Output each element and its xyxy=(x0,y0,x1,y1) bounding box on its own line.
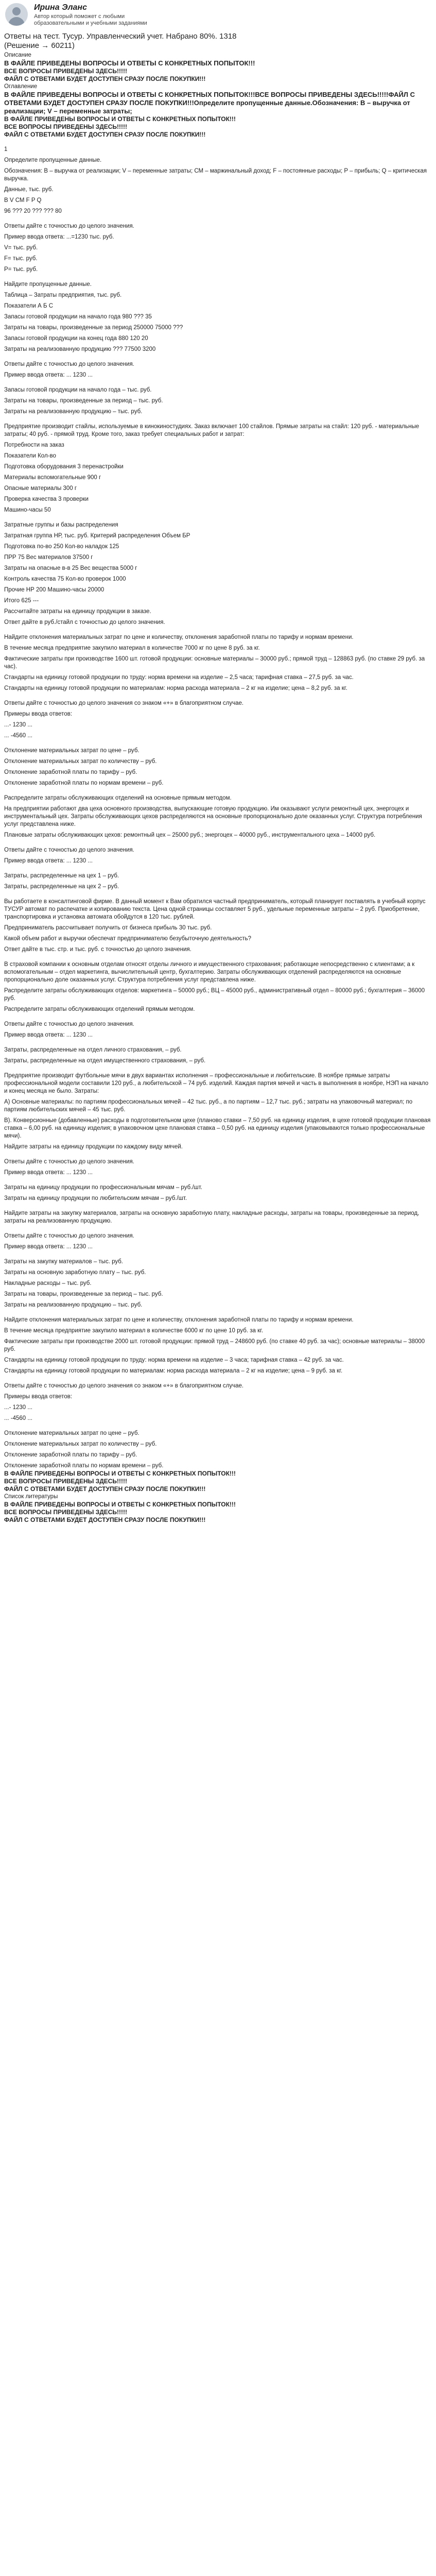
paragraph: Плановые затраты обслуживающих цехов: ремонтный цех – 25000 руб.; энергоцех – 40000 руб., инструментального цеха – 14000 руб. xyxy=(4,832,376,838)
document-content xyxy=(0,32,436,1524)
paragraph: Отклонение заработной платы по нормам времени – руб. xyxy=(4,1463,164,1469)
paragraph: ВСЕ ВОПРОСЫ ПРИВЕДЕНЫ ЗДЕСЬ!!!!! xyxy=(4,1478,128,1485)
paragraph: Найдите пропущенные данные. xyxy=(4,281,92,287)
paragraph: Распределите затраты обслуживающих отделений на основные прямым методом. xyxy=(4,795,232,801)
paragraph: ПРР 75 Вес материалов 37500 г xyxy=(4,554,93,561)
paragraph: Отклонение материальных затрат по количеству – руб. xyxy=(4,758,157,765)
document-title: Ответы на тест. Тусур. Управленческий учет. Набрано 80%. 1318 (Решение → 60211) xyxy=(4,32,237,50)
paragraph: Затраты на опасные в-в 25 Вес вещества 5000 г xyxy=(4,565,137,571)
paragraph: ФАЙЛ С ОТВЕТАМИ БУДЕТ ДОСТУПЕН СРАЗУ ПОСЛЕ ПОКУПКИ!!! xyxy=(4,1485,206,1493)
paragraph: В ФАЙЛЕ ПРИВЕДЕНЫ ВОПРОСЫ И ОТВЕТЫ С КОНКРЕТНЫХ ПОПЫТОК!!! xyxy=(4,1470,236,1477)
paragraph: В ФАЙЛЕ ПРИВЕДЕНЫ ВОПРОСЫ И ОТВЕТЫ С КОНКРЕТНЫХ ПОПЫТОК!!! xyxy=(4,59,255,67)
paragraph: V= тыс. руб. xyxy=(4,245,38,251)
paragraph: Материалы вспомогательные 900 г xyxy=(4,474,101,481)
paragraph: Распределите затраты обслуживающих отделов: маркетинга – 50000 руб.; ВЦ – 45000 руб., административный отдел – 80000 руб.; бухгалтерия – 36000 руб. xyxy=(4,988,425,1002)
paragraph: Запасы готовой продукции на конец года 880 120 20 xyxy=(4,335,148,342)
paragraph: Пример ввода ответа: ... 1230 ... xyxy=(4,858,93,864)
paragraph: Затраты на единицу продукции по любительским мячам – руб./шт. xyxy=(4,1195,187,1201)
paragraph: Примеры ввода ответов: xyxy=(4,711,73,717)
paragraph: Оглавление xyxy=(4,83,38,90)
paragraph: ВСЕ ВОПРОСЫ ПРИВЕДЕНЫ ЗДЕСЬ!!!!! xyxy=(4,123,128,130)
paragraph: Найдите затраты на единицу продукции по каждому виду мячей. xyxy=(4,1144,183,1150)
paragraph: Затраты, распределенные на отдел имущественного страхования, – руб. xyxy=(4,1058,206,1064)
paragraph: Контроль качества 75 Кол-во проверок 1000 xyxy=(4,576,126,582)
paragraph: F= тыс. руб. xyxy=(4,256,38,262)
paragraph: Затраты, распределенные на отдел личного страхования, – руб. xyxy=(4,1047,182,1053)
paragraph: ...- 1230 ... xyxy=(4,722,32,728)
paragraph: Определите пропущенные данные. xyxy=(4,157,102,163)
paragraph: Опасные материалы 300 г xyxy=(4,485,77,492)
paragraph: Найдите отклонения материальных затрат по цене и количеству, отклонения заработной платы по тарифу и нормам времени. xyxy=(4,634,354,640)
paragraph: 96 ??? 20 ??? ??? 80 xyxy=(4,208,62,214)
paragraph: В страховой компании к основным отделам относят отделы личного и имущественного страхования; работающие непосредственно с клиентами; а к вспомогательным – отдел маркетинга, вычислительный центр, бухгалтерию. Затраты обслуживающих отделений распределяются на основные пропорционально доле оказанных услуг. Структура потребления услуг представлена ниже. xyxy=(4,961,415,983)
paragraph: Пример ввода ответа: ...=1230 тыс. руб. xyxy=(4,234,114,240)
paragraph: ... -4560 ... xyxy=(4,733,32,739)
paragraph: Стандарты на единицу готовой продукции по материалам: норма расхода материала – 2 кг на изделие; цена – 8,2 руб. за кг. xyxy=(4,685,347,691)
paragraph: Затраты на товары, произведенные за период 250000 75000 ??? xyxy=(4,325,183,331)
paragraph: Пример ввода ответа: ... 1230 ... xyxy=(4,1244,93,1250)
paragraph: Фактические затраты при производстве 2000 шт. готовой продукции: прямой труд – 248600 руб. (по ставке 40 руб. за час); основные материалы – 38000 руб. xyxy=(4,1338,425,1352)
paragraph: Фактические затраты при производстве 1600 шт. готовой продукции: основные материалы – 30000 руб.; прямой труд – 128863 руб. (по ставке 29 руб. за час). xyxy=(4,656,425,670)
paragraph: Данные, тыс. руб. xyxy=(4,187,54,193)
paragraph: Затраты на закупку материалов – тыс. руб. xyxy=(4,1259,124,1265)
paragraph: Описание xyxy=(4,52,31,58)
paragraph: Ответ дайте в руб./стайл с точностью до целого значения. xyxy=(4,619,165,625)
paragraph: В течение месяца предприятие закупило материал в количестве 6000 кг по цене 10 руб. за кг. xyxy=(4,1328,264,1334)
paragraph: Примеры ввода ответов: xyxy=(4,1394,73,1400)
paragraph: Затраты, распределенные на цех 1 – руб. xyxy=(4,873,119,879)
paragraph: Затраты на реализованную продукцию ??? 77500 3200 xyxy=(4,346,156,352)
paragraph: Ответы дайте с точностью до целого значения. xyxy=(4,1159,134,1165)
paragraph: ... -4560 ... xyxy=(4,1415,32,1421)
paragraph: ВСЕ ВОПРОСЫ ПРИВЕДЕНЫ ЗДЕСЬ!!!!! xyxy=(4,67,128,75)
author-header xyxy=(0,0,436,29)
paragraph: Найдите отклонения материальных затрат по цене и количеству, отклонения заработной платы по тарифу и нормам времени. xyxy=(4,1317,354,1323)
paragraph: В ФАЙЛЕ ПРИВЕДЕНЫ ВОПРОСЫ И ОТВЕТЫ С КОНКРЕТНЫХ ПОПЫТОК!!! xyxy=(4,115,236,123)
paragraph: Подготовка оборудования 3 перенастройки xyxy=(4,464,124,470)
paragraph: Накладные расходы – тыс. руб. xyxy=(4,1280,92,1286)
paragraph: Предприятие производит футбольные мячи в двух вариантах исполнения – профессиональные и любительские. В ноябре прямые затраты профессиональной модели составили 120 руб., а любительской – 74 руб. изделий. Каждая партия мячей и часть в выполнения в ноябре, НЭП на начало и конец месяца не было. Затраты: xyxy=(4,1073,429,1094)
paragraph: В V СМ F P Q xyxy=(4,197,42,204)
paragraph: В течение месяца предприятие закупило материал в количестве 7000 кг по цене 8 руб. за кг. xyxy=(4,645,260,651)
paragraph: Пример ввода ответа: ... 1230 ... xyxy=(4,372,93,378)
paragraph: Отклонение заработной платы по нормам времени – руб. xyxy=(4,780,164,786)
paragraph: ФАЙЛ С ОТВЕТАМИ БУДЕТ ДОСТУПЕН СРАЗУ ПОСЛЕ ПОКУПКИ!!! xyxy=(4,131,206,138)
paragraph: А) Основные материалы: по партиям профессиональных мячей – 42 тыс. руб., а по партиям – 12,7 тыс. руб.; затраты на упаковочный материал; по партиям любительских мячей – 45 тыс. руб. xyxy=(4,1099,413,1113)
paragraph: Затраты, распределенные на цех 2 – руб. xyxy=(4,884,119,890)
author-description: Автор который поможет с любыми образовательными и учебными заданиями xyxy=(34,13,147,26)
paragraph: Затраты на единицу продукции по профессиональным мячам – руб./шт. xyxy=(4,1184,202,1191)
paragraph: Ответы дайте с точностью до целого значения со знаком «+» в благоприятном случае. xyxy=(4,700,244,706)
paragraph: Отклонение заработной платы по тарифу – руб. xyxy=(4,769,137,775)
paragraph: Вы работаете в консалтинговой фирме. В данный момент к Вам обратился частный предприниматель, который планирует поставлять в учебный корпус ТУСУР автомат по распечатке и копированию текста. Цена одной страницы составляет 5 руб., удельные переменные затраты – 2 руб. Приобретение, транспортировка и установка автомата обойдутся в 120 тыс. рублей. xyxy=(4,899,426,920)
paragraph: Стандарты на единицу готовой продукции по труду: норма времени на изделие – 3 часа; тарифная ставка – 42 руб. за час. xyxy=(4,1357,344,1363)
paragraph: Показатели Кол-во xyxy=(4,453,56,459)
paragraph: Ответ дайте в тыс. стр. и тыс. руб. с точностью до целого значения. xyxy=(4,946,191,953)
paragraph: Предприниматель рассчитывает получить от бизнеса прибыль 30 тыс. руб. xyxy=(4,925,212,931)
paragraph: Затраты на товары, произведенные за период – тыс. руб. xyxy=(4,1291,163,1297)
paragraph: Отклонение материальных затрат по количеству – руб. xyxy=(4,1441,157,1447)
avatar[interactable] xyxy=(5,3,28,26)
paragraph: Предприятие производит стайлы, используемые в кинокиностудиях. Заказ включает 100 стайлов. Прямые затраты на стайл: 120 руб. - материальные затраты; 40 руб. - прямой труд. Кроме того, заказ требует специальных работ и затрат: xyxy=(4,423,420,437)
paragraph: Отклонение материальных затрат по цене – руб. xyxy=(4,748,139,754)
paragraph: Ответы дайте с точностью до целого значения со знаком «+» в благоприятном случае. xyxy=(4,1383,244,1389)
paragraph: Затраты на основную заработную плату – тыс. руб. xyxy=(4,1269,146,1276)
paragraph: Затраты на товары, произведенные за период – тыс. руб. xyxy=(4,398,163,404)
paragraph: Стандарты на единицу готовой продукции по материалам: норма расхода материала – 2 кг на изделие; цена – 9 руб. за кг. xyxy=(4,1368,343,1374)
paragraph: Ответы дайте с точностью до целого значения. xyxy=(4,361,134,367)
paragraph: В ФАЙЛЕ ПРИВЕДЕНЫ ВОПРОСЫ И ОТВЕТЫ С КОНКРЕТНЫХ ПОПЫТОК!!! xyxy=(4,1501,236,1508)
paragraph: Потребности на заказ xyxy=(4,442,64,448)
paragraph: Пример ввода ответа: ... 1230 ... xyxy=(4,1032,93,1038)
document-body xyxy=(4,52,432,1524)
paragraph: Отклонение заработной платы по тарифу – руб. xyxy=(4,1452,137,1458)
paragraph: Список литературы xyxy=(4,1494,58,1500)
paragraph: Пример ввода ответа: ... 1230 ... xyxy=(4,1170,93,1176)
paragraph: Запасы готовой продукции на начало года – тыс. руб. xyxy=(4,387,152,393)
paragraph: На предприятии работают два цеха основного производства, выпускающие готовую продукцию. Им оказывают услуги ремонтный цех, энергоцех и инструментальный цех. Затраты обслуживающих цехов распределяются на основные пропорционально доле оказанных услуг. Структура потребления услуг представлена ниже. xyxy=(4,806,422,827)
paragraph: Таблица – Затраты предприятия, тыс. руб. xyxy=(4,292,122,298)
paragraph: В). Конверсионные (добавленные) расходы в подготовительном цехе (планово ставки – 7,50 руб. на единицу изделия, в цехе готовой продукции плановая ставка – 6,00 руб. на единицу изделия; в упаковочном цехе плановая ставка – 0,50 руб. на единицу изделия (упаковываются только профессиональные мячи). xyxy=(4,1117,431,1139)
paragraph: Затраты на реализованную продукцию – тыс. руб. xyxy=(4,1302,143,1308)
paragraph: P= тыс. руб. xyxy=(4,266,38,273)
paragraph: Распределите затраты обслуживающих отделений прямым методом. xyxy=(4,1006,195,1012)
paragraph: ...- 1230 ... xyxy=(4,1404,32,1411)
paragraph: Затраты на реализованную продукцию – тыс. руб. xyxy=(4,409,143,415)
paragraph: ФАЙЛ С ОТВЕТАМИ БУДЕТ ДОСТУПЕН СРАЗУ ПОСЛЕ ПОКУПКИ!!! xyxy=(4,75,206,82)
author-info xyxy=(34,3,152,27)
paragraph: Отклонение материальных затрат по цене – руб. xyxy=(4,1430,139,1436)
paragraph: ВСЕ ВОПРОСЫ ПРИВЕДЕНЫ ЗДЕСЬ!!!!! xyxy=(4,1509,128,1516)
paragraph: Итого 625 --- xyxy=(4,598,39,604)
paragraph: Показатели А Б С xyxy=(4,303,54,309)
paragraph: 1 xyxy=(4,146,8,152)
paragraph: ФАЙЛ С ОТВЕТАМИ БУДЕТ ДОСТУПЕН СРАЗУ ПОСЛЕ ПОКУПКИ!!! xyxy=(4,1516,206,1523)
paragraph: Рассчитайте затраты на единицу продукции в заказе. xyxy=(4,608,151,615)
paragraph: Машино-часы 50 xyxy=(4,507,51,513)
paragraph: Подготовка по-во 250 Кол-во наладок 125 xyxy=(4,544,119,550)
paragraph: Обозначения: В – выручка от реализации; V – переменные затраты; СМ – маржинальный доход; F – постоянные расходы; P – прибыль; Q – критическая выручка. xyxy=(4,168,427,182)
paragraph: Проверка качества 3 проверки xyxy=(4,496,89,502)
paragraph: Стандарты на единицу готовой продукции по труду: норма времени на изделие – 2,5 часа; тарифная ставка – 27,5 руб. за час. xyxy=(4,674,354,681)
paragraph: Прочие НР 200 Машино-часы 20000 xyxy=(4,587,104,593)
paragraph: Ответы дайте с точностью до целого значения. xyxy=(4,223,134,229)
paragraph: Затратные группы и базы распределения xyxy=(4,522,118,528)
paragraph: Ответы дайте с точностью до целого значения. xyxy=(4,1021,134,1027)
paragraph: Найдите затраты на закупку материалов, затраты на основную заработную плату, накладные расходы, затраты на товары, произведенные за период, затраты на реализованную продукцию. xyxy=(4,1210,420,1224)
paragraph: В ФАЙЛЕ ПРИВЕДЕНЫ ВОПРОСЫ И ОТВЕТЫ С КОНКРЕТНЫХ ПОПЫТОК!!!ВСЕ ВОПРОСЫ ПРИВЕДЕНЫ ЗДЕСЬ!!!!!ФАЙЛ С ОТВЕТАМИ БУДЕТ ДОСТУПЕН СРАЗУ ПОСЛЕ ПОКУПКИ!!!Определите пропущенные данные.Обозначения: В – выручка от реализации; V – переменные затраты; xyxy=(4,91,415,115)
paragraph: Запасы готовой продукции на начало года 980 ??? 35 xyxy=(4,314,152,320)
paragraph: Ответы дайте с точностью до целого значения. xyxy=(4,847,134,853)
paragraph: Ответы дайте с точностью до целого значения. xyxy=(4,1233,134,1239)
paragraph: Какой объем работ и выручки обеспечат предпринимателю безубыточную деятельность? xyxy=(4,936,252,942)
paragraph: Затратная группа НР, тыс. руб. Критерий распределения Объем БР xyxy=(4,533,190,539)
author-name[interactable]: Ирина Эланс xyxy=(34,3,87,12)
